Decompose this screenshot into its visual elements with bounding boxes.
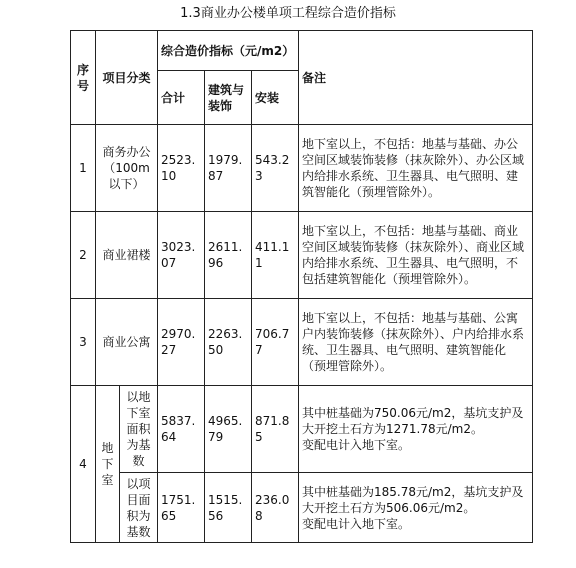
row-remark: 地下室以上，不包括：地基与基础、商业空间区域装饰装修（抹灰除外）、商业区域内给排水系统、卫生器具、电气照明，不包括建筑智能化（预埋管除外）。 <box>299 212 533 299</box>
header-remark: 备注 <box>299 31 533 125</box>
cost-index-table <box>70 30 533 543</box>
header-building: 建筑与装饰 <box>205 71 252 125</box>
row-building: 1979.87 <box>205 125 252 212</box>
row-category: 地下室 <box>96 386 120 543</box>
row-install: 706.77 <box>252 299 299 386</box>
header-install: 安装 <box>252 71 299 125</box>
table-row <box>71 125 533 212</box>
row-seq: 4 <box>71 386 96 543</box>
row-building: 2611.96 <box>205 212 252 299</box>
row-seq: 2 <box>71 212 96 299</box>
row-category: 商业裙楼 <box>96 212 158 299</box>
row-seq: 3 <box>71 299 96 386</box>
table-row <box>71 212 533 299</box>
table-row <box>71 386 533 473</box>
header-category: 项目分类 <box>96 31 158 125</box>
row-total: 2970.27 <box>158 299 205 386</box>
table-row <box>71 473 533 543</box>
row-install: 871.85 <box>252 386 299 473</box>
row-install: 236.08 <box>252 473 299 543</box>
page-title: 1.3商业办公楼单项工程综合造价指标 <box>180 6 396 21</box>
remark-line: 其中桩基础为185.78元/m2，基坑支护及大开挖土石方为506.06元/m2。 <box>302 484 524 515</box>
row-basis: 以地下室面积为基数 <box>120 386 158 473</box>
row-total: 3023.07 <box>158 212 205 299</box>
row-category: 商务办公（100m以下） <box>96 125 158 212</box>
row-building: 4965.79 <box>205 386 252 473</box>
header-total: 合计 <box>158 71 205 125</box>
remark-line: 其中桩基础为750.06元/m2，基坑支护及大开挖土石方为1271.78元/m2。 <box>302 406 524 436</box>
row-category: 商业公寓 <box>96 299 158 386</box>
header-index-group: 综合造价指标（元/m2） <box>158 31 299 71</box>
row-total: 1751.65 <box>158 473 205 543</box>
row-seq: 1 <box>71 125 96 212</box>
row-total: 2523.10 <box>158 125 205 212</box>
row-building: 2263.50 <box>205 299 252 386</box>
table-row <box>71 299 533 386</box>
row-basis: 以项目面积为基数 <box>120 473 158 543</box>
row-install: 543.23 <box>252 125 299 212</box>
row-remark <box>299 386 533 473</box>
row-building: 1515.56 <box>205 473 252 543</box>
row-remark: 地下室以上，不包括：地基与基础、公寓户内装饰装修（抹灰除外）、户内给排水系统、卫生器具、电气照明、建筑智能化（预埋管除外）。 <box>299 299 533 386</box>
row-total: 5837.64 <box>158 386 205 473</box>
row-install: 411.11 <box>252 212 299 299</box>
header-seq: 序号 <box>71 31 96 125</box>
remark-line: 变配电计入地下室。 <box>302 516 411 531</box>
header-row <box>71 31 533 71</box>
row-remark: 地下室以上，不包括：地基与基础、办公空间区域装饰装修（抹灰除外）、办公区域内给排水系统、卫生器具、电气照明、建筑智能化（预埋管除外）。 <box>299 125 533 212</box>
row-remark <box>299 473 533 543</box>
remark-line: 变配电计入地下室。 <box>302 438 411 452</box>
